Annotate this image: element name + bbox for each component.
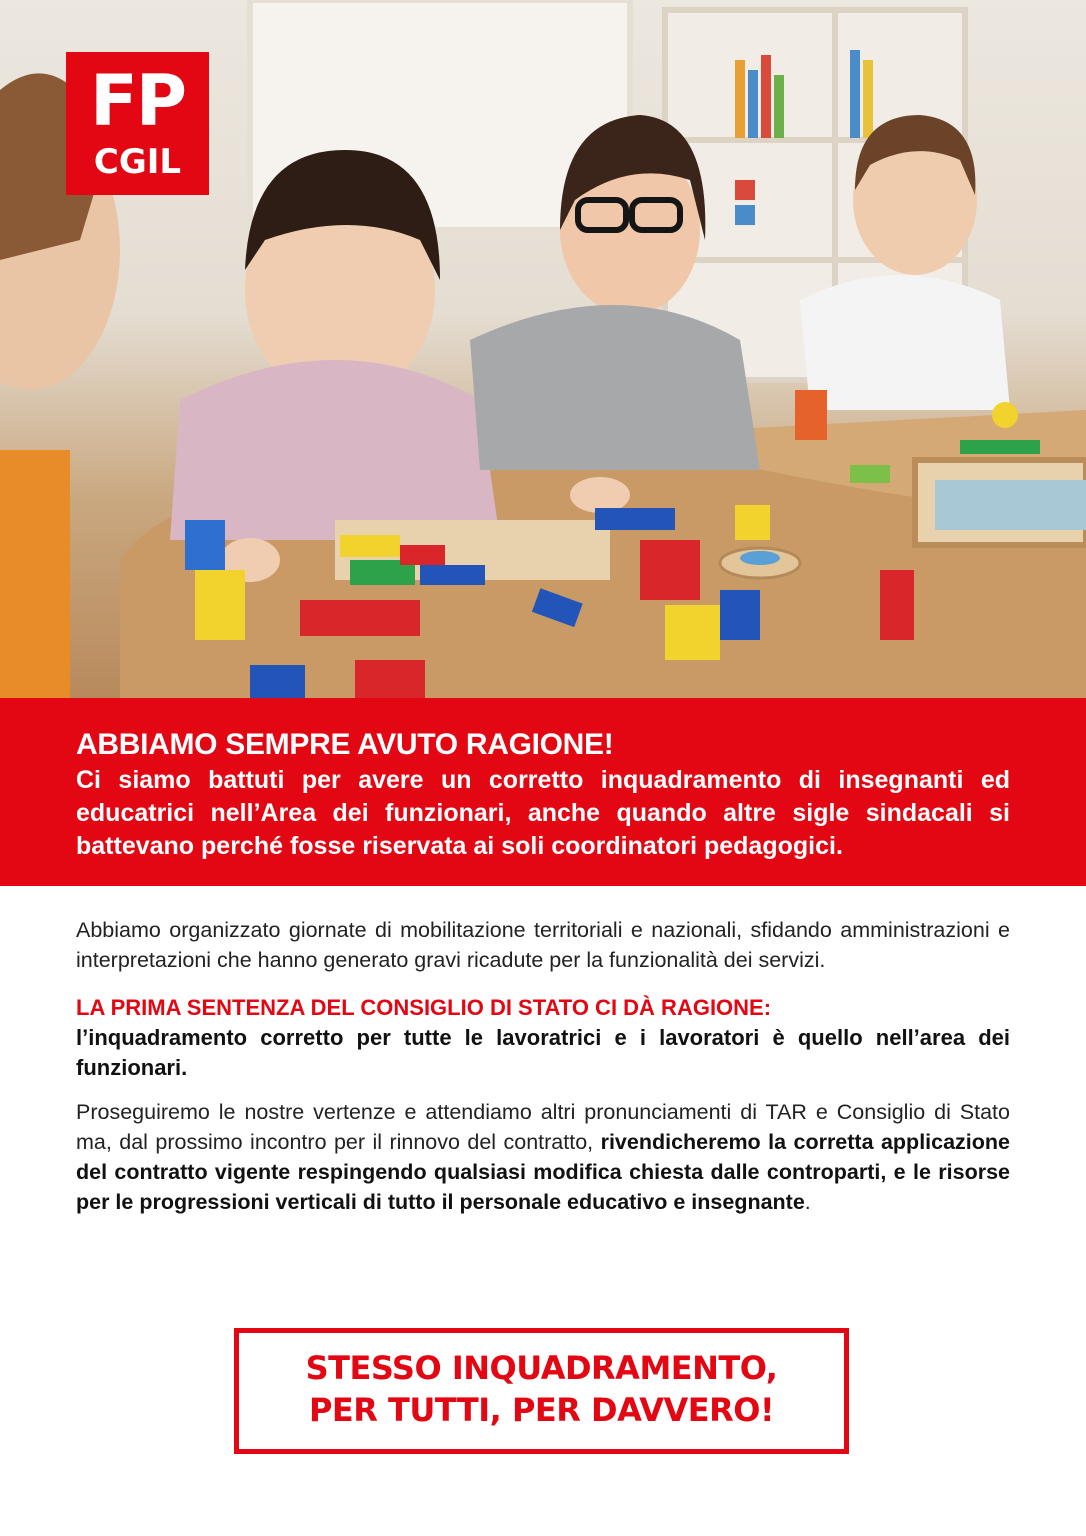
banner-title: ABBIAMO SEMPRE AVUTO RAGIONE! <box>76 728 614 761</box>
logo-line2: CGIL <box>93 142 182 182</box>
slogan-line1: STESSO INQUADRAMENTO, <box>305 1349 778 1387</box>
paragraph-vertenze-end: . <box>804 1190 811 1214</box>
red-heading: LA PRIMA SENTENZA DEL CONSIGLIO DI STATO CI DÀ RAGIONE: <box>76 995 772 1020</box>
paragraph-vertenze-bold: rivendicheremo la corretta applicazione del contratto vigente respingendo qualsiasi modifica chiesta dalle controparti, e le risorse per le progressioni verticali di tutto il personale educativo e insegnante <box>76 1130 1011 1214</box>
banner-text: Ci siamo battuti per avere un corretto inquadramento di insegnanti ed educatrici nell’Area dei funzionari, anche quando altre sigle sindacali si battevano perché fosse riservata ai soli coordinatori pedagogici. <box>76 766 1010 860</box>
paragraph-vertenze <box>76 1097 1010 1217</box>
bold-statement: l’inquadramento corretto per tutte le lavoratrici e i lavoratori è quello nell’area dei funzionari. <box>76 1025 1010 1080</box>
paragraph-mobilitazione: Abbiamo organizzato giornate di mobilitazione territoriali e nazionali, sfidando amministrazioni e interpretazioni che hanno generato gravi ricadute per la funzionalità dei servizi. <box>76 918 1010 972</box>
logo-line1: FP <box>89 60 186 142</box>
body-text <box>76 915 1010 1217</box>
red-banner <box>0 698 1086 886</box>
slogan-box <box>234 1328 849 1454</box>
paragraph-vertenze-normal: Proseguiremo le nostre vertenze e attendiamo altri pronunciamenti di TAR e Consiglio di Stato ma, dal prossimo incontro per il rinnovo del contratto, <box>76 1100 1010 1154</box>
slogan-line2: PER TUTTI, PER DAVVERO! <box>308 1391 775 1429</box>
fp-cgil-logo <box>66 52 209 195</box>
